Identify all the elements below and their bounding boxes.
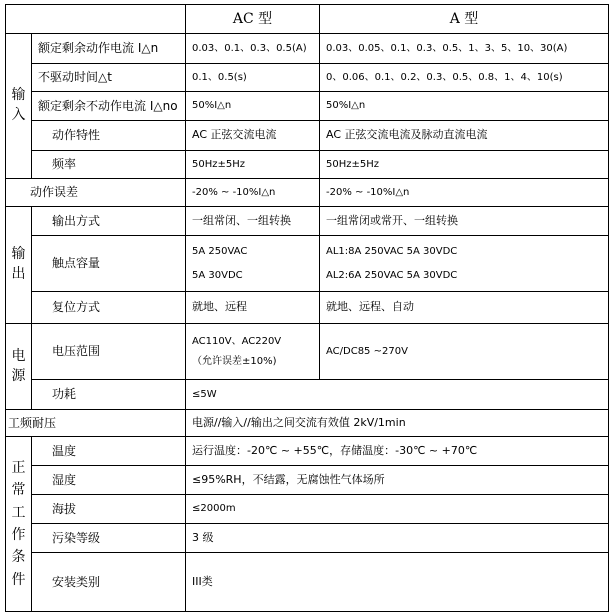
header-row (6, 5, 609, 34)
a-rated-residual-current: 0.03、0.05、0.1、0.3、0.5、1、3、5、10、30(A) (320, 34, 609, 64)
row-installation (6, 553, 609, 612)
row-non-driving-time (6, 64, 609, 92)
spec-table (5, 4, 609, 612)
ac-contact-capacity: 5A 250VAC 5A 30VDC (186, 236, 320, 292)
a-operating-characteristic: AC 正弦交流电流及脉动直流电流 (320, 121, 609, 151)
label-voltage-range: 电压范围 (32, 324, 186, 380)
label-non-driving-time: 不驱动时间△t (32, 64, 186, 92)
category-power: 电 源 (6, 324, 32, 410)
ac-non-driving-time: 0.1、0.5(s) (186, 64, 320, 92)
ac-voltage-range: AC110V、AC220V （允许误差±10%) (186, 324, 320, 380)
a-voltage-range: AC/DC85 ~270V (320, 324, 609, 380)
value-altitude: ≤2000m (186, 495, 609, 524)
row-operating-error (6, 179, 609, 207)
a-frequency: 50Hz±5Hz (320, 151, 609, 179)
row-contact-capacity (6, 236, 609, 292)
value-withstand-voltage: 电源//输入//输出之间交流有效值 2kV/1min (186, 410, 609, 437)
row-voltage-range (6, 324, 609, 380)
row-operating-characteristic (6, 121, 609, 151)
value-pollution: 3 级 (186, 524, 609, 553)
category-conditions: 正 常 工 作 条 件 (6, 437, 32, 612)
a-operating-error: -20% ~ -10%I△n (320, 179, 609, 207)
ac-rated-non-operating-current: 50%I△n (186, 92, 320, 121)
label-withstand-voltage: 工频耐压 (6, 410, 186, 437)
ac-output-mode: 一组常闭、一组转换 (186, 207, 320, 236)
label-reset-mode: 复位方式 (32, 292, 186, 324)
label-rated-non-operating-current: 额定剩余不动作电流 I△no (32, 92, 186, 121)
ac-rated-residual-current: 0.03、0.1、0.3、0.5(A) (186, 34, 320, 64)
label-operating-error: 动作误差 (6, 179, 186, 207)
value-consumption: ≤5W (186, 380, 609, 410)
row-temperature (6, 437, 609, 466)
header-blank (6, 5, 186, 34)
a-contact-capacity: AL1:8A 250VAC 5A 30VDC AL2:6A 250VAC 5A 30VDC (320, 236, 609, 292)
row-altitude (6, 495, 609, 524)
row-pollution (6, 524, 609, 553)
label-output-mode: 输出方式 (32, 207, 186, 236)
value-installation: III类 (186, 553, 609, 612)
label-frequency: 频率 (32, 151, 186, 179)
label-rated-residual-current: 额定剩余动作电流 I△n (32, 34, 186, 64)
row-withstand-voltage (6, 410, 609, 437)
row-frequency (6, 151, 609, 179)
category-output: 输 出 (6, 207, 32, 324)
row-humidity (6, 466, 609, 495)
row-output-mode (6, 207, 609, 236)
label-humidity: 湿度 (32, 466, 186, 495)
label-consumption: 功耗 (32, 380, 186, 410)
ac-reset-mode: 就地、远程 (186, 292, 320, 324)
a-reset-mode: 就地、远程、自动 (320, 292, 609, 324)
a-output-mode: 一组常闭或常开、一组转换 (320, 207, 609, 236)
header-a: A 型 (320, 5, 609, 34)
value-humidity: ≤95%RH，不结露，无腐蚀性气体场所 (186, 466, 609, 495)
header-ac: AC 型 (186, 5, 320, 34)
row-consumption (6, 380, 609, 410)
label-temperature: 温度 (32, 437, 186, 466)
category-input: 输 入 (6, 34, 32, 179)
label-pollution: 污染等级 (32, 524, 186, 553)
label-operating-characteristic: 动作特性 (32, 121, 186, 151)
a-rated-non-operating-current: 50%I△n (320, 92, 609, 121)
value-temperature: 运行温度：-20℃ ~ +55℃，存储温度：-30℃ ~ +70℃ (186, 437, 609, 466)
label-installation: 安装类别 (32, 553, 186, 612)
row-reset-mode (6, 292, 609, 324)
label-contact-capacity: 触点容量 (32, 236, 186, 292)
label-altitude: 海拔 (32, 495, 186, 524)
ac-frequency: 50Hz±5Hz (186, 151, 320, 179)
a-non-driving-time: 0、0.06、0.1、0.2、0.3、0.5、0.8、1、4、10(s) (320, 64, 609, 92)
row-rated-residual-current (6, 34, 609, 64)
row-rated-non-operating-current (6, 92, 609, 121)
ac-operating-error: -20% ~ -10%I△n (186, 179, 320, 207)
ac-operating-characteristic: AC 正弦交流电流 (186, 121, 320, 151)
